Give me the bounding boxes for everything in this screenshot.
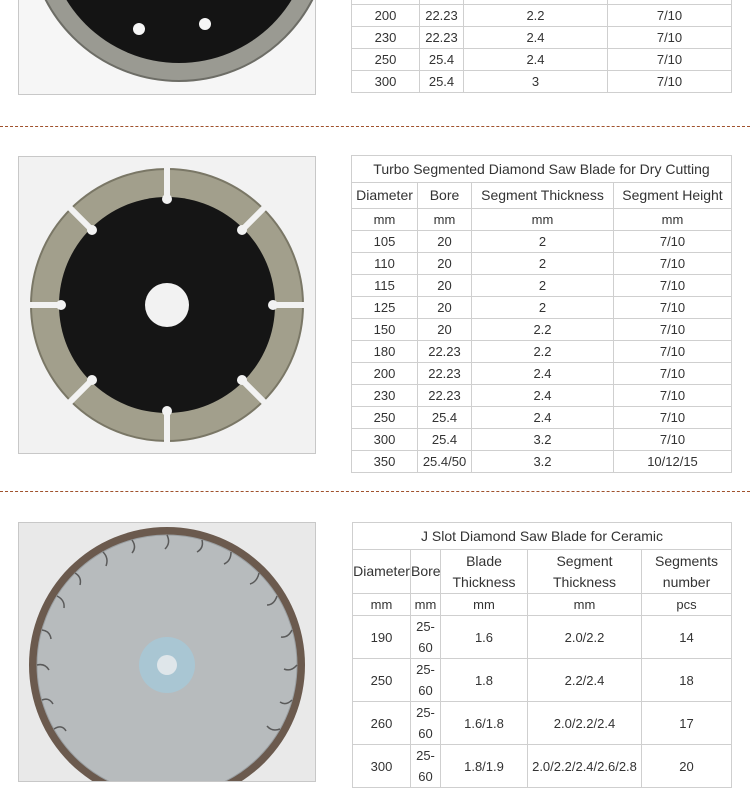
cell-segment-thickness: 2.2/2.4	[528, 659, 642, 702]
cell-diameter: 230	[352, 385, 418, 407]
cell-diameter: 250	[352, 407, 418, 429]
top-blade-photo	[18, 0, 316, 95]
unit-cell: mm	[441, 594, 528, 616]
header-bore: Bore	[418, 183, 472, 209]
table-row	[352, 231, 732, 253]
cell-segment-height: 7/10	[614, 407, 732, 429]
unit-cell: pcs	[642, 594, 732, 616]
cell-diameter: 180	[352, 341, 418, 363]
cell-segment-thickness: 2.4	[472, 385, 614, 407]
header-diameter: Diameter	[353, 550, 411, 594]
cell-bore: 25.4	[420, 49, 464, 71]
cell-segment-thickness: 2.2	[472, 341, 614, 363]
cell-segment-height: 7/10	[614, 385, 732, 407]
cell-diameter: 260	[353, 702, 411, 745]
cell-segment-height: 7/10	[608, 71, 732, 93]
turbo-segmented-blade-image	[19, 157, 316, 454]
table-row	[352, 27, 732, 49]
jslot-spec-table	[352, 522, 732, 788]
cell-segment-height: 7/10	[614, 297, 732, 319]
cell-segment-height: 10/12/15	[614, 451, 732, 473]
table-units-row	[352, 209, 732, 231]
cell-segment-thickness: 2	[472, 253, 614, 275]
section-divider	[0, 491, 750, 492]
table-row	[352, 429, 732, 451]
cell-diameter: 300	[353, 745, 411, 788]
cell-diameter: 300	[352, 429, 418, 451]
cell-bore: 25.4/50	[418, 451, 472, 473]
black-diamond-blade-image	[19, 0, 316, 95]
cell-bore: 20	[418, 275, 472, 297]
unit-cell: mm	[353, 594, 411, 616]
cell-bore: 22.23	[420, 27, 464, 49]
cell-segment-height: 7/10	[608, 27, 732, 49]
cell-segment-thickness: 2	[472, 297, 614, 319]
cell-segment-thickness: 2.4	[464, 27, 608, 49]
cell-segments-number: 20	[642, 745, 732, 788]
table-title-row	[352, 156, 732, 183]
cell-bore: 20	[418, 253, 472, 275]
unit-cell: mm	[411, 594, 441, 616]
cell-segment-height: 7/10	[608, 5, 732, 27]
cell-diameter: 300	[352, 71, 420, 93]
cell-diameter: 230	[352, 27, 420, 49]
cell-segment-height: 7/10	[614, 231, 732, 253]
cell-segment-height: 7/10	[614, 253, 732, 275]
cell-blade-thickness: 1.8	[441, 659, 528, 702]
table-row	[352, 363, 732, 385]
cell-segments-number: 14	[642, 616, 732, 659]
top-product-section	[0, 0, 750, 110]
table-row	[352, 407, 732, 429]
header-segment-thickness: Segment Thickness	[528, 550, 642, 594]
cell-segment-thickness: 2.2	[464, 5, 608, 27]
jslot-blade-photo	[18, 522, 316, 782]
cell-blade-thickness: 1.6	[441, 616, 528, 659]
header-segments-number: Segments number	[642, 550, 732, 594]
table-header-row	[352, 183, 732, 209]
cell-blade-thickness: 1.8/1.9	[441, 745, 528, 788]
cell-segment-thickness: 2	[472, 231, 614, 253]
cell-segment-height: 7/10	[614, 429, 732, 451]
cell-diameter: 350	[352, 451, 418, 473]
unit-cell: mm	[472, 209, 614, 231]
table-row	[353, 702, 732, 745]
section-divider	[0, 126, 750, 127]
table-row	[352, 385, 732, 407]
cell-bore: 22.23	[420, 5, 464, 27]
header-bore: Bore	[411, 550, 441, 594]
table-row	[352, 49, 732, 71]
table-header-row	[353, 550, 732, 594]
table-row	[352, 5, 732, 27]
table-row	[352, 275, 732, 297]
cell-diameter: 125	[352, 297, 418, 319]
cell-bore: 22.23	[418, 385, 472, 407]
turbo-blade-photo	[18, 156, 316, 454]
cell-segment-height: 7/10	[614, 341, 732, 363]
cell-segment-thickness: 2	[472, 275, 614, 297]
cell-segments-number: 17	[642, 702, 732, 745]
table-row	[353, 745, 732, 788]
cell-segment-height: 7/10	[608, 49, 732, 71]
cell-diameter: 200	[352, 5, 420, 27]
turbo-spec-table	[351, 155, 732, 473]
cell-segment-thickness: 2.4	[472, 363, 614, 385]
table-title: J Slot Diamond Saw Blade for Ceramic	[353, 523, 732, 550]
table-row	[352, 341, 732, 363]
cell-segment-height: 7/10	[614, 363, 732, 385]
cell-bore: 25-60	[411, 659, 441, 702]
table-row	[353, 616, 732, 659]
cell-segment-thickness: 2.0/2.2/2.4	[528, 702, 642, 745]
table-title: Turbo Segmented Diamond Saw Blade for Dry Cutting	[352, 156, 732, 183]
cell-segment-thickness: 3	[464, 71, 608, 93]
cell-bore: 20	[418, 297, 472, 319]
table-row	[353, 659, 732, 702]
table-row	[352, 71, 732, 93]
header-diameter: Diameter	[352, 183, 418, 209]
cell-diameter: 250	[353, 659, 411, 702]
cell-segment-thickness: 2.0/2.2/2.4/2.6/2.8	[528, 745, 642, 788]
cell-bore: 22.23	[418, 341, 472, 363]
cell-segment-thickness: 2.4	[472, 407, 614, 429]
table-row	[352, 319, 732, 341]
header-segment-height: Segment Height	[614, 183, 732, 209]
cell-bore: 25-60	[411, 616, 441, 659]
cell-segment-thickness: 2.0/2.2	[528, 616, 642, 659]
cell-bore: 25.4	[420, 71, 464, 93]
j-slot-blade-image	[19, 523, 316, 782]
cell-bore: 20	[418, 231, 472, 253]
cell-segment-thickness: 3.2	[472, 429, 614, 451]
unit-cell: mm	[418, 209, 472, 231]
cell-diameter: 110	[352, 253, 418, 275]
cell-diameter: 115	[352, 275, 418, 297]
cell-bore: 22.23	[418, 363, 472, 385]
cell-segment-thickness: 2.4	[464, 49, 608, 71]
cell-diameter: 190	[353, 616, 411, 659]
table-row	[352, 451, 732, 473]
cell-bore: 20	[418, 319, 472, 341]
cell-bore: 25-60	[411, 745, 441, 788]
cell-diameter: 250	[352, 49, 420, 71]
table-row	[352, 253, 732, 275]
header-blade-thickness: Blade Thickness	[441, 550, 528, 594]
cell-bore: 25.4	[418, 429, 472, 451]
cell-bore: 25.4	[418, 407, 472, 429]
table-title-row	[353, 523, 732, 550]
unit-cell: mm	[352, 209, 418, 231]
cell-bore: 25-60	[411, 702, 441, 745]
cell-segment-height: 7/10	[614, 275, 732, 297]
unit-cell: mm	[528, 594, 642, 616]
table-units-row	[353, 594, 732, 616]
top-spec-table	[351, 0, 732, 93]
cell-segments-number: 18	[642, 659, 732, 702]
cell-segment-thickness: 2.2	[472, 319, 614, 341]
cell-diameter: 150	[352, 319, 418, 341]
cell-diameter: 105	[352, 231, 418, 253]
cell-diameter: 200	[352, 363, 418, 385]
unit-cell: mm	[614, 209, 732, 231]
table-row	[352, 297, 732, 319]
header-segment-thickness: Segment Thickness	[472, 183, 614, 209]
cell-segment-height: 7/10	[614, 319, 732, 341]
cell-blade-thickness: 1.6/1.8	[441, 702, 528, 745]
cell-segment-thickness: 3.2	[472, 451, 614, 473]
